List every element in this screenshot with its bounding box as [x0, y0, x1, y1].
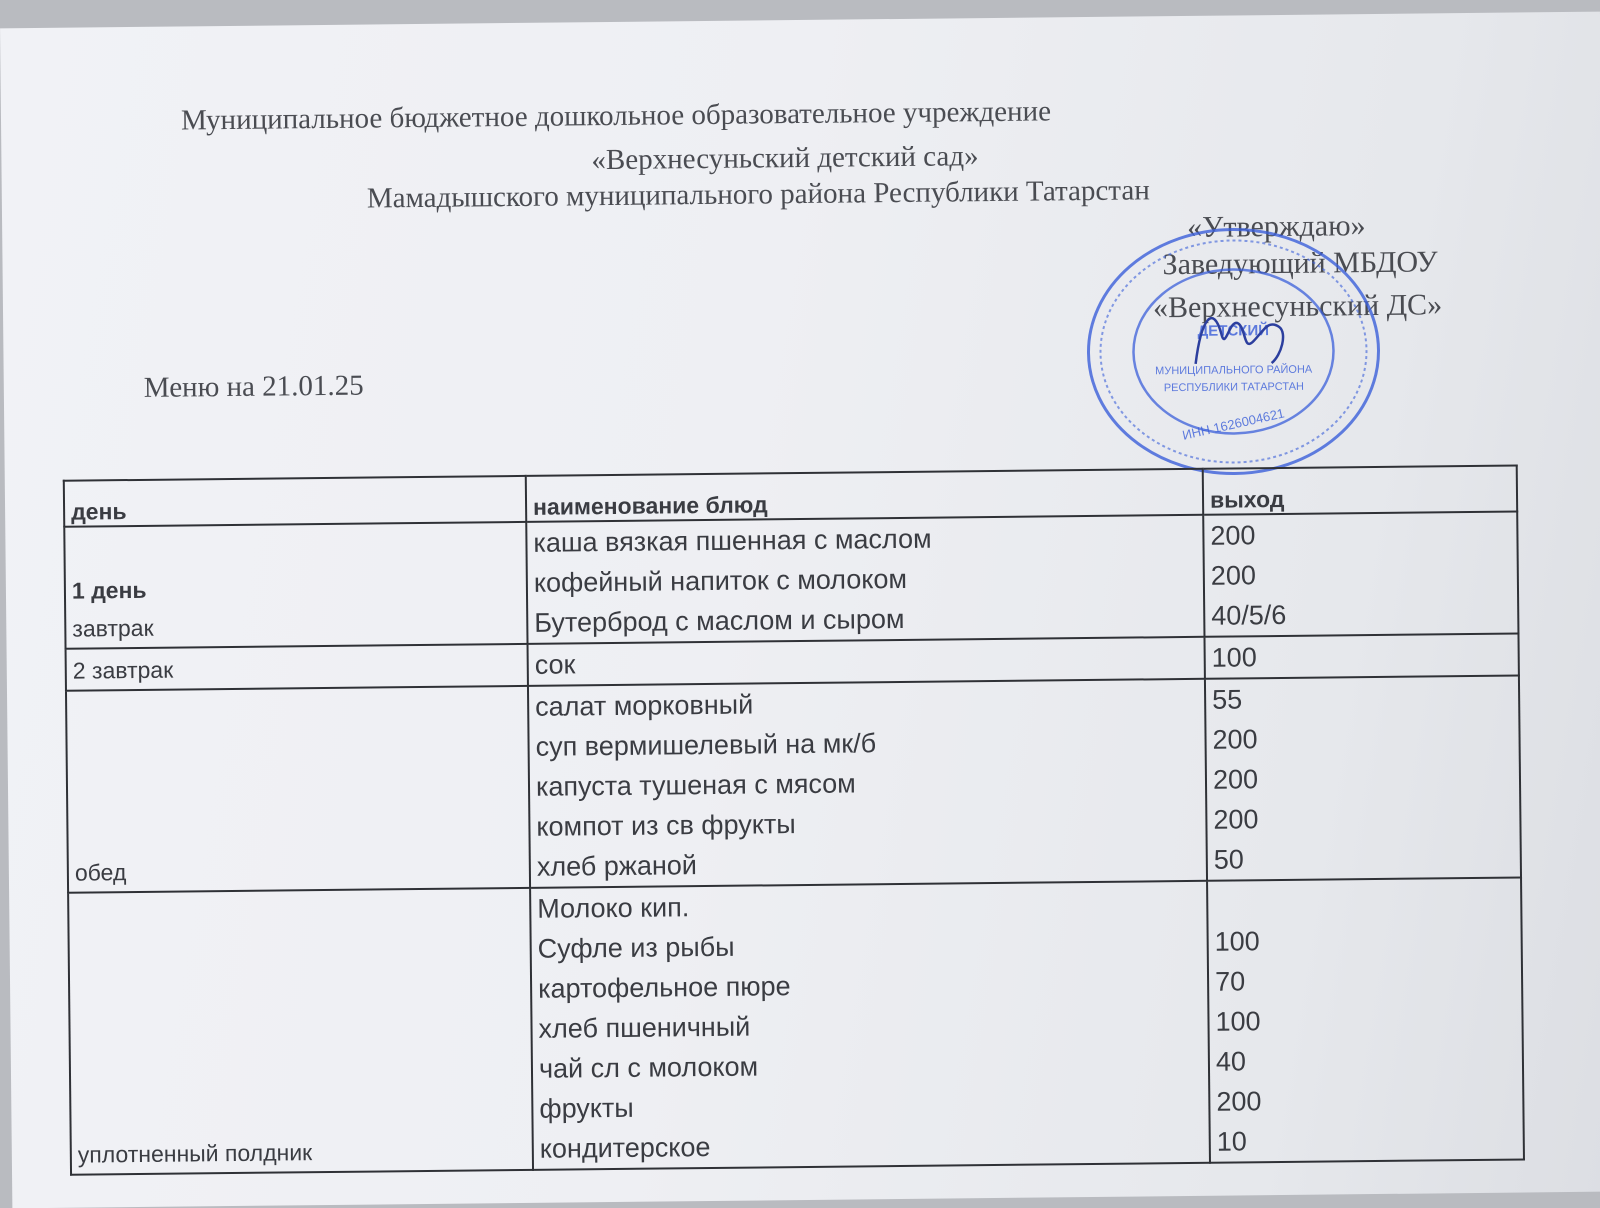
output-value: 200 [1210, 520, 1256, 551]
output-value: 70 [1214, 966, 1246, 997]
header-kindergarten-name: «Верхнесуньский детский сад» [591, 140, 979, 177]
dish-item: хлеб ржаной [536, 850, 698, 882]
table-row-lunch [66, 676, 1521, 893]
dish-item: компот из св фрукты [536, 809, 796, 842]
output-value: 200 [1216, 1086, 1262, 1117]
dish-cell [530, 881, 1210, 1170]
menu-title: Меню на 21.01.25 [143, 369, 364, 404]
official-stamp [1082, 222, 1385, 480]
dish-item: Молоко кип. [537, 892, 690, 924]
day-label: 1 день [71, 576, 147, 604]
dish-item: картофельное пюре [537, 971, 791, 1004]
dish-cell [528, 637, 1205, 686]
dish-item: суп вермишелевый на мк/б [535, 728, 877, 762]
meal-label: завтрак [72, 614, 154, 642]
output-value: 200 [1210, 560, 1257, 591]
meal-label: уплотненный полдник [77, 1139, 313, 1168]
column-header-day: день [64, 476, 526, 527]
dish-item: Бутерброд с маслом и сыром [534, 603, 905, 638]
table-row-breakfast [64, 512, 1518, 649]
stamp-text-1: ДЕТСКИЙ [1197, 322, 1270, 340]
output-value: 100 [1215, 1006, 1261, 1037]
dish-item: кондитерское [539, 1132, 711, 1164]
stamp-inn: ИНН 1626004621 [1180, 405, 1286, 443]
stamp-text-3: РЕСПУБЛИКИ ТАТАРСТАН [1163, 380, 1305, 395]
output-value: 50 [1213, 844, 1245, 875]
dish-item: салат морковный [535, 689, 754, 722]
meal-cell [68, 888, 533, 1175]
menu-table [63, 465, 1525, 1176]
stamp-graphic [1082, 222, 1385, 480]
document-page [0, 12, 1600, 1208]
approval-title: «Утверждаю» [1187, 209, 1366, 244]
output-cell [1203, 512, 1518, 637]
output-cell [1204, 634, 1518, 679]
output-cell [1205, 676, 1521, 881]
dish-cell [528, 679, 1207, 888]
dish-item: каша вязкая пшенная с маслом [533, 523, 932, 558]
dish-item: кофейный напиток с молоком [533, 563, 908, 598]
output-value: 200 [1213, 804, 1259, 835]
output-value [1214, 879, 1514, 922]
header-district-line: Мамадышского муниципального района Республики Татарстан [366, 174, 1150, 215]
dish-item: чай сл с молоком [538, 1051, 759, 1084]
column-header-output: выход [1203, 466, 1517, 515]
meal-cell [64, 522, 527, 649]
output-value: 200 [1212, 724, 1258, 755]
output-value: 40/5/6 [1211, 599, 1287, 631]
meal-label: обед [74, 859, 127, 886]
output-value: 200 [1212, 764, 1259, 795]
table-row-afternoon-snack [68, 877, 1524, 1174]
dish-item: капуста тушеная с мясом [535, 768, 856, 802]
output-cell [1207, 877, 1524, 1162]
stamp-text-2: МУНИЦИПАЛЬНОГО РАЙОНА [1155, 363, 1313, 378]
dish-item: хлеб пшеничный [538, 1011, 751, 1044]
output-value: 10 [1216, 1126, 1247, 1157]
meal-cell [66, 644, 528, 691]
dish-item: фрукты [539, 1092, 634, 1124]
meal-label: 2 завтрак [72, 656, 174, 684]
output-value: 100 [1214, 926, 1260, 957]
column-header-dish: наименование блюд [526, 469, 1203, 522]
approval-position: Заведующий МБДОУ [1162, 245, 1438, 282]
dish-cell [526, 515, 1204, 644]
meal-cell [66, 686, 530, 893]
approval-organization: «Верхнесуньский ДС» [1152, 288, 1443, 325]
output-value: 55 [1211, 684, 1243, 715]
dish-item: сок [534, 649, 576, 680]
output-value: 100 [1211, 642, 1257, 673]
header-institution-line: Муниципальное бюджетное дошкольное образовательное учреждение [180, 95, 1052, 137]
output-value: 40 [1215, 1046, 1247, 1077]
dish-item: Суфле из рыбы [537, 931, 735, 964]
